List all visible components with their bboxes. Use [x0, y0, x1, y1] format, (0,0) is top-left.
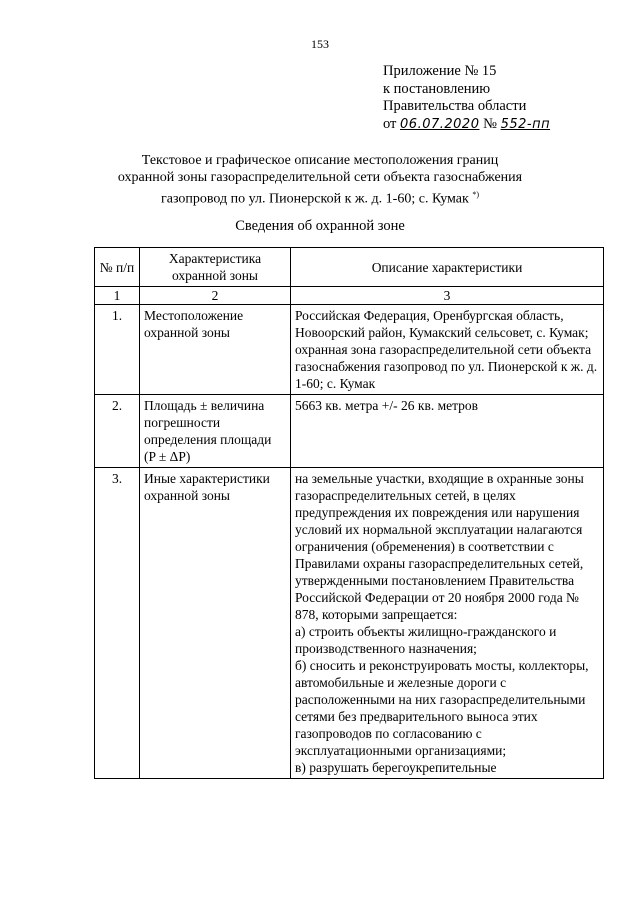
header-description: Описание характеристики	[291, 248, 604, 287]
description-item-a: а) строить объекты жилищно-гражданского и производственного назначения;	[295, 624, 557, 656]
description-intro: на земельные участки, входящие в охранные зоны газораспределительных сетей, в целях предупреждения их повреждения или нарушения условий их нормальной эксплуатации налагаются ограничения (обременения) в соответствии с Правилами охраны газораспределительных сетей, утвержденными постановлением Правительства Российской Федерации от 20 ноября 2000 года № 878, которыми запрещается:	[295, 471, 584, 622]
column-number-2: 2	[140, 287, 291, 305]
section-title: Сведения об охранной зоне	[235, 218, 405, 234]
description-item-c: в) разрушать берегоукрепительные	[295, 760, 497, 775]
title-line-1: Текстовое и графическое описание местоположения границ	[141, 153, 499, 168]
appendix-block	[383, 63, 550, 133]
zone-info-table	[94, 247, 604, 779]
column-number-3: 3	[291, 287, 604, 305]
footnote-mark: *)	[472, 190, 479, 199]
row-description	[291, 468, 604, 779]
table-row	[95, 468, 604, 779]
appendix-line-1: Приложение № 15	[383, 63, 497, 79]
row-number: 1.	[95, 305, 140, 395]
row-number: 3.	[95, 468, 140, 779]
number-label: №	[483, 115, 497, 132]
handwritten-date: 06.07.2020	[400, 116, 480, 132]
appendix-line-3: Правительства области	[383, 98, 527, 114]
header-number: № п/п	[95, 248, 140, 287]
row-characteristic: Иные характеристики охранной зоны	[140, 468, 291, 779]
title-line-3	[80, 186, 560, 208]
row-characteristic: Площадь ± величина погрешности определения площади (P ± ΔP)	[140, 395, 291, 468]
column-number-1: 1	[95, 287, 140, 305]
table-header-row	[95, 248, 604, 287]
handwritten-number: 552-пп	[500, 116, 551, 132]
row-description: Российская Федерация, Оренбургская область, Новоорский район, Кумакский сельсовет, с. Кумак; охранная зона газораспределительной сети объекта газоснабжения газопровод по ул. Пионерской к ж. д. 1-60; с. Кумак	[291, 305, 604, 395]
page-number: 153	[311, 37, 329, 51]
title-line-2: охранной зоны газораспределительной сети объекта газоснабжения	[117, 170, 523, 185]
appendix-line-2: к постановлению	[383, 80, 491, 97]
table-row	[95, 305, 604, 395]
document-title	[80, 152, 560, 208]
row-characteristic: Местоположение охранной зоны	[140, 305, 291, 395]
column-numbers-row	[95, 287, 604, 305]
from-label: от	[383, 115, 397, 132]
header-characteristic: Характеристика охранной зоны	[140, 248, 291, 287]
description-item-b: б) сносить и реконструировать мосты, коллекторы, автомобильные и железные дороги с расположенными на них газораспределительными сетями без предварительного выноса этих газопроводов по согласованию с эксплуатационными организациями;	[295, 658, 589, 758]
appendix-date-line	[383, 116, 550, 134]
row-number: 2.	[95, 395, 140, 468]
row-description: 5663 кв. метра +/- 26 кв. метров	[291, 395, 604, 468]
table-row	[95, 395, 604, 468]
title-line-3-text: газопровод по ул. Пионерской к ж. д. 1-60; с. Кумак	[160, 191, 469, 207]
